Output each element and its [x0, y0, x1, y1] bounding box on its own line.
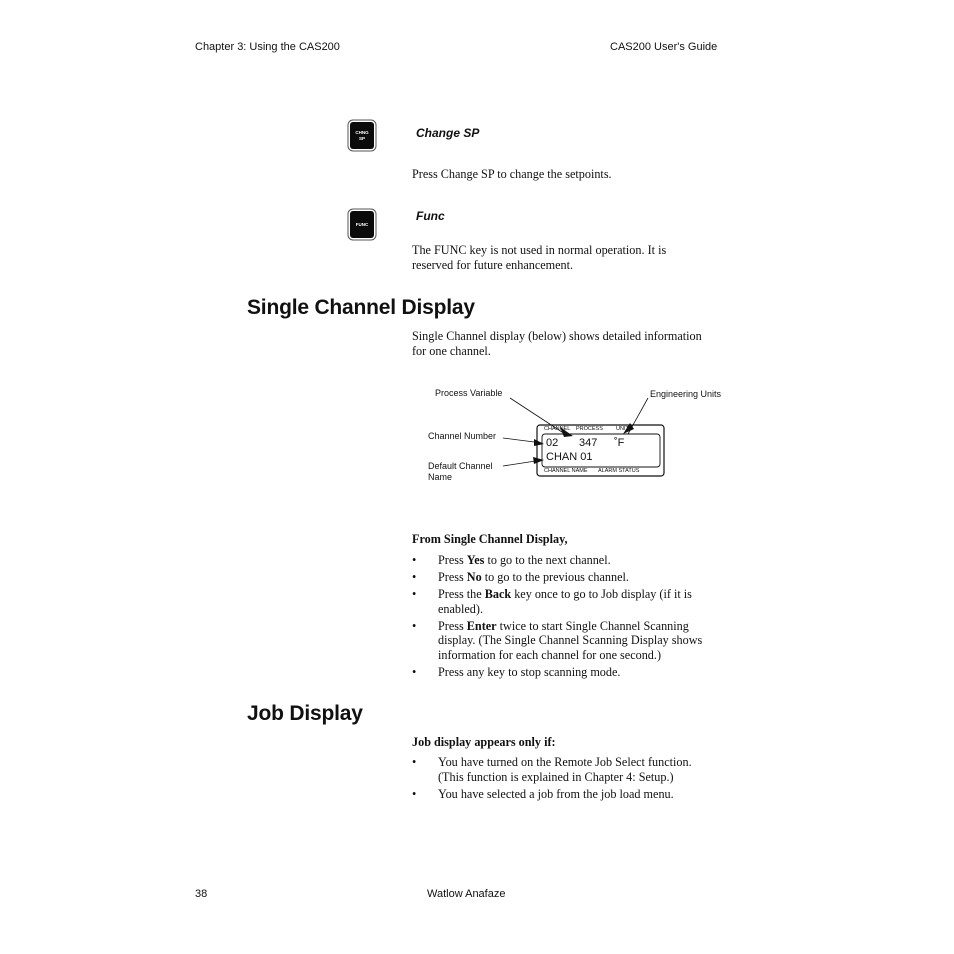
label-engineering-units: Engineering Units: [650, 389, 722, 399]
chng-sp-key-line2: SP: [358, 135, 365, 141]
label-process-variable: Process Variable: [435, 388, 503, 398]
list-item: [412, 787, 752, 802]
list-item: [412, 570, 752, 585]
lcd-channel-number: 02: [546, 437, 559, 449]
func-description-line: reserved for future enhancement.: [412, 258, 574, 272]
job-display-list-title: Job display appears only if:: [412, 735, 556, 749]
lcd-units: ˚F: [614, 437, 625, 449]
lcd-top-units: UNITS: [616, 426, 633, 432]
label-default-channel-name-line2: Name: [428, 472, 453, 482]
single-channel-list: [412, 553, 752, 682]
single-channel-list-title: From Single Channel Display,: [412, 532, 568, 546]
item-text: to go to the previous channel.: [481, 570, 629, 584]
lcd-bottom-channel-name: CHANNEL NAME: [544, 468, 588, 474]
item-text: (This function is explained in Chapter 4: Setup.): [438, 769, 674, 784]
item-key: No: [466, 570, 482, 584]
lcd-bottom-alarm-status: ALARM STATUS: [598, 468, 640, 474]
bullet: •: [412, 755, 417, 769]
item-text: You have selected a job from the job load menu.: [438, 786, 674, 801]
job-display-heading: Job Display: [247, 702, 363, 725]
intro-line: for one channel.: [412, 344, 491, 358]
lcd-channel-name: CHAN 01: [546, 451, 593, 463]
label-channel-number: Channel Number: [428, 431, 497, 441]
item-text: Press: [438, 570, 467, 584]
header-guide-title: CAS200 User's Guide: [610, 41, 718, 53]
item-text: information for each channel for one second.): [438, 647, 662, 662]
item-text: enabled).: [438, 601, 484, 616]
item-text: Press: [438, 553, 467, 567]
func-description: [412, 243, 666, 273]
list-item: [412, 619, 752, 663]
item-text: twice to start Single Channel Scanning: [496, 618, 689, 633]
list-item: [412, 665, 752, 680]
func-key-label: FUNC: [355, 221, 369, 227]
func-title: Func: [416, 209, 445, 223]
bullet: •: [412, 587, 417, 601]
bullet: •: [412, 553, 417, 567]
list-item: [412, 553, 752, 568]
job-display-list: [412, 755, 752, 804]
chng-sp-key-icon: [350, 122, 374, 149]
item-text: Press any key to stop scanning mode.: [438, 664, 621, 679]
func-key-icon: [350, 211, 374, 238]
item-text: display. (The Single Channel Scanning Display shows: [438, 633, 703, 647]
item-text: You have turned on the Remote Job Select function.: [438, 755, 692, 769]
item-text: Press: [438, 618, 467, 633]
change-sp-description: Press Change SP to change the setpoints.: [412, 167, 612, 181]
single-channel-heading: Single Channel Display: [247, 296, 475, 319]
item-text: Press the: [438, 587, 485, 601]
label-default-channel-name: [428, 461, 493, 483]
footer-company: Watlow Anafaze: [427, 888, 506, 900]
item-key: Enter: [466, 618, 497, 633]
bullet: •: [412, 570, 417, 584]
func-description-line: The FUNC key is not used in normal operation. It is: [412, 243, 667, 257]
bullet: •: [412, 664, 417, 679]
lcd-process-value: 347: [579, 437, 598, 449]
list-item: [412, 755, 752, 784]
chng-sp-key-line1: CHNG: [355, 129, 369, 135]
lcd-diagram: [420, 380, 740, 490]
item-text: to go to the next channel.: [484, 553, 611, 567]
item-key: Yes: [466, 553, 485, 567]
lcd-top-channel: CHANNEL: [544, 426, 571, 432]
intro-line: Single Channel display (below) shows detailed information: [412, 329, 702, 343]
header-chapter: Chapter 3: Using the CAS200: [195, 41, 340, 53]
single-channel-intro: [412, 329, 702, 359]
bullet: •: [412, 786, 417, 801]
change-sp-title: Change SP: [416, 126, 480, 140]
item-text: key once to go to Job display (if it is: [511, 587, 692, 601]
bullet: •: [412, 618, 417, 633]
lcd-top-process: PROCESS: [576, 426, 603, 432]
label-default-channel-name-line1: Default Channel: [428, 461, 493, 471]
item-key: Back: [484, 587, 512, 601]
footer-page-number: 38: [195, 888, 208, 900]
list-item: [412, 587, 752, 616]
